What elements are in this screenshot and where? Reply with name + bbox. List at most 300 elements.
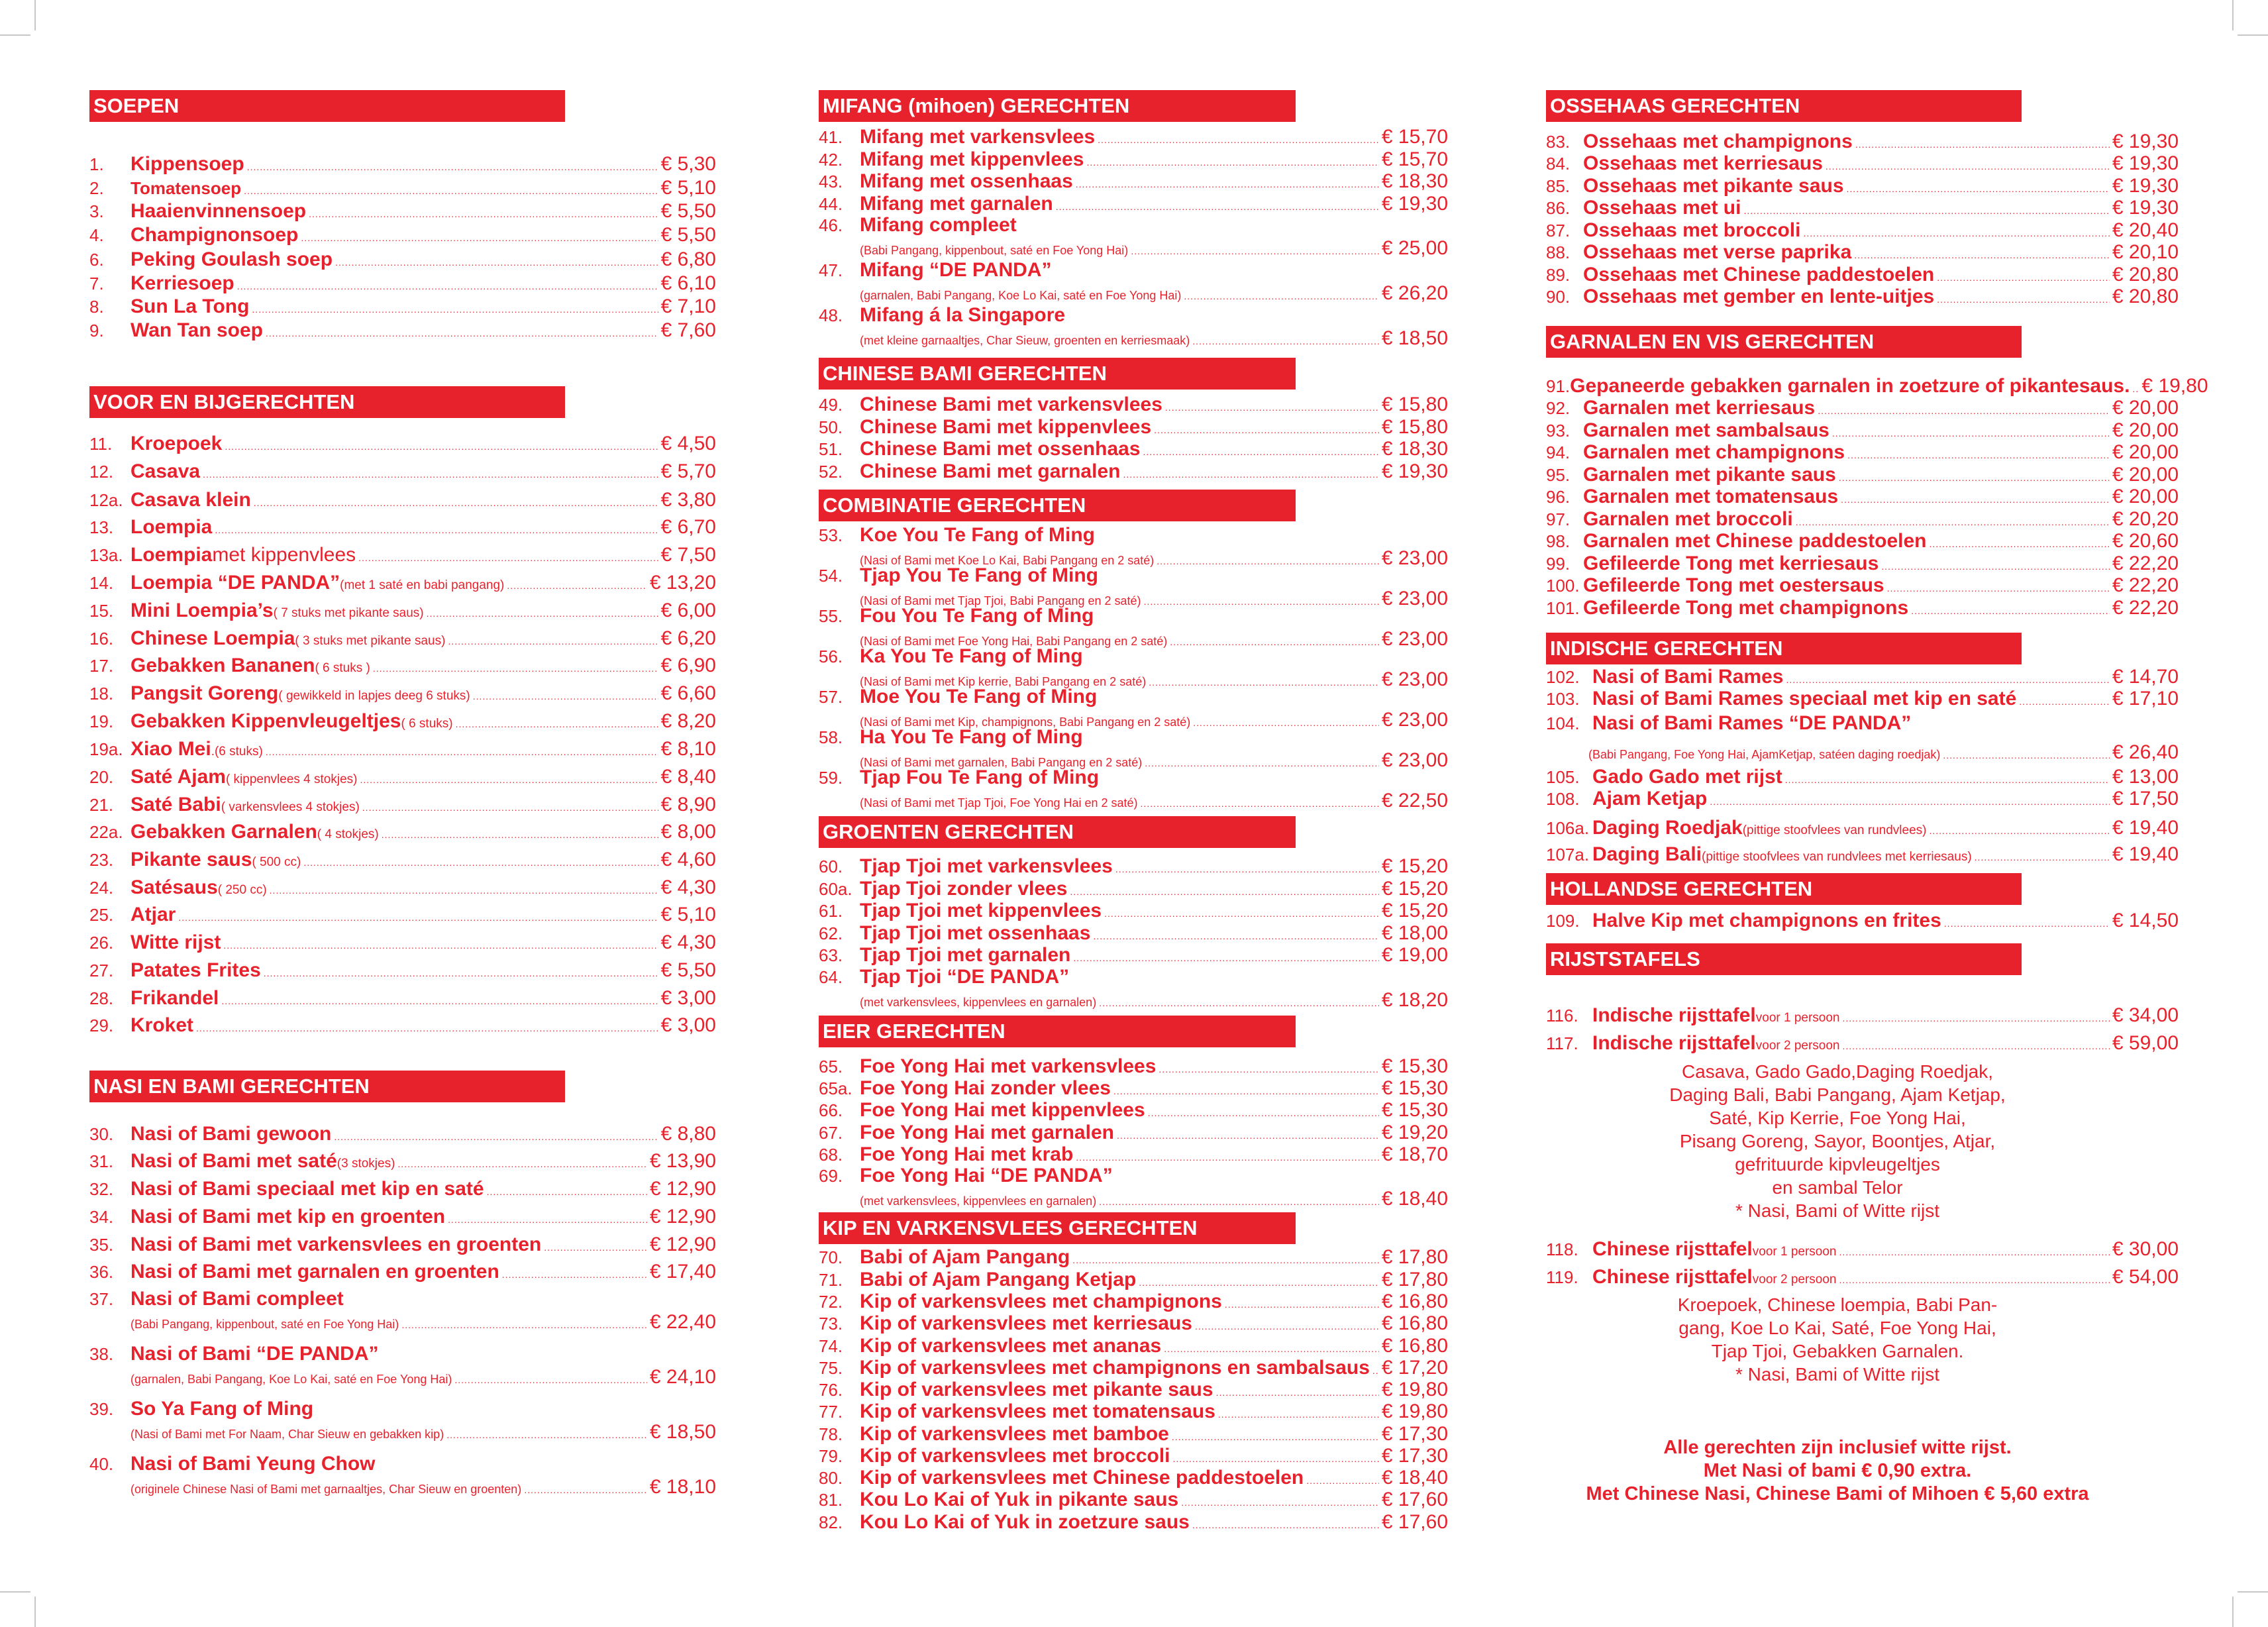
leader-dots [1073, 946, 1379, 970]
item-description: (Babi Pangang, Foe Yong Hai, AjamKetjap, satéen daging roedjak) [1588, 748, 1941, 761]
item-number: 85. [1546, 176, 1571, 196]
menu-item-detail [89, 1422, 716, 1442]
footer-note [1546, 1436, 2129, 1506]
item-price: € 24,10 [649, 1366, 716, 1388]
menu-item-detail [819, 329, 1448, 348]
item-price: € 18,50 [1381, 327, 1448, 349]
leader-dots [1937, 288, 2110, 311]
leader-dots [448, 629, 658, 653]
item-number: 75. [819, 1358, 843, 1378]
menu-item-detail [819, 1189, 1448, 1209]
menu-item [819, 877, 1448, 901]
menu-item-title [819, 213, 1017, 237]
item-price: € 23,00 [1381, 709, 1448, 731]
item-number: 72. [819, 1292, 843, 1312]
item-number: 57. [819, 687, 843, 707]
item-name: Wan Tan soep [130, 319, 264, 341]
item-name: Kip of varkensvlees met kerriesaus [860, 1312, 1192, 1334]
item-number: 106a. [1546, 818, 1590, 838]
item-price: € 30,00 [2112, 1238, 2179, 1260]
item-price: € 23,00 [1381, 668, 1448, 690]
item-number: 18. [89, 684, 114, 704]
rijsttafel-description [1612, 1060, 2063, 1222]
menu-item [819, 1510, 1448, 1534]
item-number: 34. [89, 1207, 114, 1227]
menu-item [1546, 909, 2179, 933]
leader-dots [1839, 1268, 2110, 1292]
item-price: € 15,30 [1381, 1077, 1448, 1099]
menu-item-detail [819, 284, 1448, 303]
item-price: € 3,00 [660, 1014, 716, 1036]
item-number: 95. [1546, 465, 1571, 485]
menu-item [89, 654, 716, 678]
item-number: 25. [89, 905, 114, 925]
item-price: € 5,50 [660, 200, 716, 222]
menu-item [819, 415, 1448, 439]
item-note: voor 2 persoon [1752, 1273, 1837, 1286]
item-number: 28. [89, 988, 114, 1008]
item-price: € 8,40 [660, 766, 716, 788]
item-price: € 16,80 [1381, 1290, 1448, 1312]
item-number: 65a. [819, 1078, 852, 1098]
item-name: Nasi of Bami Rames speciaal met kip en saté [1592, 688, 2017, 709]
item-name: Daging Roedjak [1592, 817, 1743, 839]
item-number: 54. [819, 566, 843, 586]
menu-item-detail [89, 1477, 716, 1497]
menu-item [1546, 152, 2179, 176]
item-price: € 19,30 [2112, 197, 2179, 219]
menu-item [89, 903, 716, 927]
menu-item [89, 319, 716, 342]
item-number: 36. [89, 1262, 114, 1282]
item-price: € 17,30 [1381, 1423, 1448, 1445]
menu-item [1546, 240, 2179, 264]
item-price: € 5,10 [660, 177, 716, 199]
leader-dots [1099, 1192, 1379, 1212]
item-number: 51. [819, 439, 843, 459]
item-name: Tjap Tjoi zonder vlees [860, 878, 1068, 900]
item-name: Kou Lo Kai of Yuk in zoetzure saus [860, 1511, 1190, 1533]
item-number: 101. [1546, 598, 1580, 618]
section-header: KIP EN VARKENSVLEES GERECHTEN [819, 1212, 1296, 1244]
leader-dots [1157, 551, 1379, 571]
leader-dots [247, 155, 658, 179]
item-name: Frikandel [130, 987, 219, 1009]
item-price: € 16,80 [1381, 1312, 1448, 1334]
section-header: SOEPEN [89, 90, 565, 122]
leader-dots [1149, 672, 1379, 692]
menu-item [1546, 765, 2179, 789]
item-number: 40. [89, 1454, 114, 1474]
item-description: (garnalen, Babi Pangang, Koe Lo Kai, saté en Foe Yong Hai) [130, 1373, 452, 1386]
menu-item [819, 460, 1448, 484]
item-name: Garnalen met sambalsaus [1583, 419, 1830, 441]
item-price: € 6,20 [660, 627, 716, 649]
item-name: Mifang “DE PANDA” [860, 259, 1052, 281]
item-price: € 22,40 [649, 1311, 716, 1333]
leader-dots [2019, 690, 2110, 713]
menu-item [89, 1149, 716, 1173]
item-name: Ajam Ketjap [1592, 788, 1708, 810]
item-number: 46. [819, 215, 843, 235]
leader-dots [1975, 845, 2110, 869]
menu-item [89, 848, 716, 872]
item-price: € 20,20 [2112, 508, 2179, 530]
item-name: Tjap Tjoi “DE PANDA” [860, 966, 1070, 988]
item-name: Sun La Tong [130, 295, 250, 317]
item-name: Foe Yong Hai met krab [860, 1143, 1074, 1165]
item-price: € 6,60 [660, 682, 716, 704]
item-note: ( 7 stuks met pikante saus) [273, 606, 424, 620]
item-note: ( varkensvlees 4 stokjes) [221, 800, 360, 814]
item-price: € 5,30 [660, 153, 716, 175]
item-price: € 5,10 [660, 904, 716, 925]
item-name: Pikante saus [130, 849, 252, 870]
item-number: 118. [1546, 1239, 1578, 1259]
item-price: € 25,00 [1381, 237, 1448, 259]
leader-dots [1145, 753, 1379, 773]
item-number: 71. [819, 1270, 843, 1290]
menu-item-detail [89, 1312, 716, 1332]
menu-item [89, 682, 716, 706]
menu-item [89, 176, 716, 200]
item-note: voor 1 persoon [1752, 1245, 1837, 1259]
item-description: (Nasi of Bami met Kip kerrie, Babi Pangang en 2 saté) [860, 675, 1147, 688]
footer-line: Met Chinese Nasi, Chinese Bami of Mihoen € 5,60 extra [1586, 1483, 2089, 1504]
item-price: € 7,50 [660, 544, 716, 566]
crop-mark [34, 0, 36, 30]
item-number: 66. [819, 1100, 843, 1120]
leader-dots [334, 1125, 658, 1149]
item-number: 50. [819, 417, 843, 437]
description-line: Kroepoek, Chinese loempia, Babi Pan- [1677, 1294, 1998, 1315]
item-number: 86. [1546, 198, 1571, 218]
menu-item-title [819, 965, 1069, 989]
item-name: Tjap You Te Fang of Ming [860, 564, 1098, 586]
leader-dots [373, 656, 658, 680]
item-price: € 15,20 [1381, 878, 1448, 900]
leader-dots [303, 851, 658, 874]
item-number: 58. [819, 727, 843, 747]
item-number: 8. [89, 297, 104, 317]
item-number: 41. [819, 127, 843, 147]
item-number: 74. [819, 1336, 843, 1356]
item-number: 30. [89, 1124, 114, 1144]
item-description: (Nasi of Bami met Foe Yong Hai, Babi Pangang en 2 saté) [860, 635, 1168, 648]
item-name: Foe Yong Hai “DE PANDA” [860, 1165, 1113, 1186]
item-name: Daging Bali [1592, 843, 1702, 865]
leader-dots [502, 1263, 647, 1286]
item-name: Peking Goulash soep [130, 248, 333, 270]
item-name: Kip of varkensvlees met Chinese paddestoelen [860, 1467, 1304, 1489]
section-header: EIER GERECHTEN [819, 1016, 1296, 1047]
item-name: Nasi of Bami Yeung Chow [130, 1453, 376, 1475]
item-price: € 6,80 [660, 248, 716, 270]
item-note: ( gewikkeld in lapjes deeg 6 stuks) [278, 689, 470, 703]
item-price: € 20,00 [2112, 397, 2179, 419]
item-number: 60. [819, 857, 843, 876]
item-note: ( 4 stokjes) [317, 827, 379, 841]
item-price: € 17,50 [2112, 788, 2179, 810]
item-name: Kippensoep [130, 153, 244, 175]
menu-item [1546, 374, 2208, 398]
menu-item [89, 793, 716, 817]
item-number: 53. [819, 525, 843, 545]
item-name: Kerriesoep [130, 272, 234, 294]
leader-dots [1929, 819, 2109, 843]
item-price: € 59,00 [2112, 1032, 2179, 1054]
item-name: Nasi of Bami compleet [130, 1288, 344, 1310]
item-number: 119. [1546, 1267, 1578, 1287]
item-number: 11. [89, 434, 113, 454]
menu-item [89, 959, 716, 982]
item-price: € 8,10 [660, 738, 716, 760]
menu-item [819, 192, 1448, 216]
leader-dots [1141, 794, 1379, 814]
item-number: 4. [89, 225, 104, 245]
item-name: Saté Babi [130, 794, 221, 815]
menu-item [819, 170, 1448, 193]
menu-item [89, 432, 716, 456]
item-number: 73. [819, 1314, 843, 1334]
item-price: € 12,90 [649, 1233, 716, 1255]
item-name: Chinese Bami met kippenvlees [860, 416, 1152, 438]
crop-mark [2238, 34, 2268, 36]
item-price: € 22,50 [1381, 790, 1448, 812]
item-name: Kip of varkensvlees met broccoli [860, 1445, 1170, 1467]
menu-item [1546, 219, 2179, 242]
menu-item [819, 1290, 1448, 1314]
leader-dots [178, 906, 658, 929]
menu-item-detail [1546, 743, 2179, 762]
menu-item-title [89, 1397, 313, 1421]
item-name: Casava [130, 460, 201, 482]
item-name: Nasi of Bami met varkensvlees en groenten [130, 1233, 542, 1255]
item-number: 88. [1546, 242, 1571, 262]
menu-item [819, 943, 1448, 967]
item-price: € 20,80 [2112, 264, 2179, 286]
menu-item-title [819, 725, 1083, 749]
leader-dots [1193, 713, 1379, 733]
item-description: (garnalen, Babi Pangang, Koe Lo Kai, saté en Foe Yong Hai) [860, 289, 1182, 302]
item-name: Nasi of Bami “DE PANDA” [130, 1343, 379, 1365]
leader-dots [266, 740, 658, 764]
item-number: 98. [1546, 531, 1571, 551]
leader-dots [1839, 1240, 2110, 1264]
item-name: Casava klein [130, 489, 251, 511]
item-name: Kou Lo Kai of Yuk in pikante saus [860, 1489, 1179, 1510]
item-number: 61. [819, 901, 843, 921]
leader-dots [264, 961, 658, 985]
item-price: € 14,50 [2112, 910, 2179, 931]
item-price: € 20,80 [2112, 286, 2179, 307]
item-description: (Nasi of Bami met Tjap Tjoi, Babi Pangang en 2 saté) [860, 594, 1141, 607]
item-price: € 19,30 [1381, 460, 1448, 482]
item-price: € 19,80 [1381, 1400, 1448, 1422]
item-price: € 20,00 [2112, 486, 2179, 507]
section-header: OSSEHAAS GERECHTEN [1546, 90, 2022, 122]
item-price: € 6,90 [660, 655, 716, 676]
menu-item [1546, 507, 2179, 531]
item-number: 23. [89, 850, 114, 870]
leader-dots [487, 1180, 647, 1204]
item-price: € 12,90 [649, 1178, 716, 1200]
item-price: € 6,10 [660, 272, 716, 294]
leader-dots [362, 796, 658, 819]
item-name: Chinese Bami met garnalen [860, 460, 1121, 482]
item-name: Tjap Tjoi met kippenvlees [860, 900, 1102, 921]
item-number: 62. [819, 923, 843, 943]
menu-item [819, 1422, 1448, 1446]
item-price: € 19,20 [1381, 1122, 1448, 1143]
item-name: Mifang á la Singapore [860, 304, 1066, 326]
crop-mark [2232, 1597, 2234, 1627]
item-price: € 26,20 [1381, 282, 1448, 304]
menu-item [819, 393, 1448, 417]
menu-item [1546, 552, 2179, 576]
leader-dots [1944, 912, 2110, 935]
crop-mark [2238, 1591, 2268, 1593]
item-number: 47. [819, 260, 843, 280]
section-header: HOLLANDSE GERECHTEN [1546, 873, 2022, 905]
item-number: 21. [89, 795, 114, 815]
item-price: € 8,80 [660, 1123, 716, 1145]
item-number: 15. [89, 601, 114, 621]
item-name: Nasi of Bami Rames “DE PANDA” [1592, 712, 1912, 734]
leader-dots [203, 462, 658, 486]
item-name: Garnalen met broccoli [1583, 508, 1793, 530]
leader-dots [1843, 1034, 2110, 1058]
item-price: € 23,00 [1381, 588, 1448, 609]
leader-dots [448, 1208, 647, 1232]
item-note: ( 3 stuks met pikante saus) [295, 634, 446, 648]
item-name: Indische rijsttafel [1592, 1032, 1756, 1054]
menu-item [1546, 485, 2179, 509]
item-number: 77. [819, 1402, 843, 1422]
item-name: Gebakken Garnalen [130, 821, 317, 843]
item-number: 19a. [89, 739, 123, 759]
item-number: 97. [1546, 509, 1571, 529]
item-price: € 18,40 [1381, 1188, 1448, 1210]
item-number: 96. [1546, 487, 1571, 507]
item-name: Mifang met ossenhaas [860, 170, 1073, 192]
item-name: Mifang met varkensvlees [860, 126, 1096, 148]
item-name: Gefileerde Tong met kerriesaus [1583, 552, 1879, 574]
item-number: 14. [89, 573, 114, 593]
item-number: 29. [89, 1016, 114, 1035]
item-description: (met kleine garnaaltjes, Char Sieuw, groenten en kerriesmaak) [860, 334, 1190, 347]
item-number: 48. [819, 305, 843, 325]
item-number: 67. [819, 1123, 843, 1143]
menu-item [819, 1466, 1448, 1490]
menu-item [819, 1378, 1448, 1402]
item-number: 3. [89, 201, 104, 221]
item-price: € 13,90 [649, 1150, 716, 1172]
item-number: 92. [1546, 398, 1571, 418]
item-number: 107a. [1546, 845, 1590, 865]
item-price: € 17,40 [649, 1261, 716, 1283]
menu-item-detail [819, 238, 1448, 258]
leader-dots [223, 933, 658, 957]
menu-item [1546, 787, 2179, 811]
menu-item-title [89, 1287, 344, 1311]
item-name: Foe Yong Hai met garnalen [860, 1122, 1114, 1143]
item-price: € 34,00 [2112, 1004, 2179, 1026]
item-name: Babi of Ajam Pangang Ketjap [860, 1269, 1137, 1290]
item-number: 7. [89, 274, 104, 293]
item-price: € 18,20 [1381, 989, 1448, 1011]
item-name: Ossehaas met champignons [1583, 131, 1853, 152]
description-line: Daging Bali, Babi Pangang, Ajam Ketjap, [1669, 1084, 2006, 1105]
item-price: € 23,00 [1381, 547, 1448, 569]
leader-dots [456, 712, 658, 736]
item-number: 79. [819, 1446, 843, 1466]
menu-item [1546, 130, 2179, 154]
menu-item [1546, 419, 2179, 443]
item-number: 35. [89, 1235, 114, 1255]
section-header: CHINESE BAMI GERECHTEN [819, 358, 1296, 390]
item-name: Loempia [130, 544, 213, 566]
menu-item [1546, 1004, 2179, 1027]
menu-item-title [819, 604, 1094, 628]
menu-item [89, 1122, 716, 1146]
leader-dots [309, 202, 658, 226]
item-name: Fou You Te Fang of Ming [860, 605, 1094, 627]
leader-dots [397, 1152, 646, 1176]
leader-dots [401, 1315, 647, 1335]
item-price: € 5,50 [660, 224, 716, 246]
item-price: € 4,30 [660, 876, 716, 898]
leader-dots [382, 823, 658, 847]
menu-item [1546, 396, 2179, 420]
item-name: Chinese rijsttafel [1592, 1238, 1753, 1260]
item-number: 6. [89, 250, 104, 270]
menu-item [89, 1014, 716, 1037]
item-price: € 18,30 [1381, 170, 1448, 192]
item-price: € 15,80 [1381, 416, 1448, 438]
item-price: € 54,00 [2112, 1266, 2179, 1288]
menu-item [89, 765, 716, 789]
leader-dots [1184, 286, 1379, 306]
item-number: 13a. [89, 545, 123, 565]
menu-item [89, 737, 716, 761]
item-number: 59. [819, 768, 843, 788]
item-name: Kroket [130, 1014, 194, 1036]
item-number: 105. [1546, 767, 1580, 787]
item-name: Tjap Fou Te Fang of Ming [860, 766, 1100, 788]
crop-mark [0, 1591, 30, 1593]
item-price: € 17,60 [1381, 1489, 1448, 1510]
item-name: Kip of varkensvlees met pikante saus [860, 1379, 1213, 1400]
footer-line: Met Nasi of bami € 0,90 extra. [1703, 1460, 1972, 1481]
item-price: € 15,30 [1381, 1099, 1448, 1121]
item-number: 31. [89, 1151, 114, 1171]
section-header: GROENTEN GERECHTEN [819, 816, 1296, 848]
item-number: 9. [89, 321, 104, 341]
item-name: Champignonsoep [130, 224, 299, 246]
item-number: 89. [1546, 265, 1571, 285]
description-line: Saté, Kip Kerrie, Foe Yong Hai, [1709, 1108, 1966, 1128]
item-number: 43. [819, 172, 843, 191]
item-name: Kip of varkensvlees met tomatensaus [860, 1400, 1215, 1422]
item-number: 100. [1546, 576, 1580, 596]
menu-item-title [819, 303, 1065, 327]
item-number: 19. [89, 711, 114, 731]
menu-item [1546, 596, 2179, 620]
menu-item-title [819, 1164, 1113, 1188]
item-number: 87. [1546, 221, 1571, 240]
menu-item [89, 515, 716, 539]
